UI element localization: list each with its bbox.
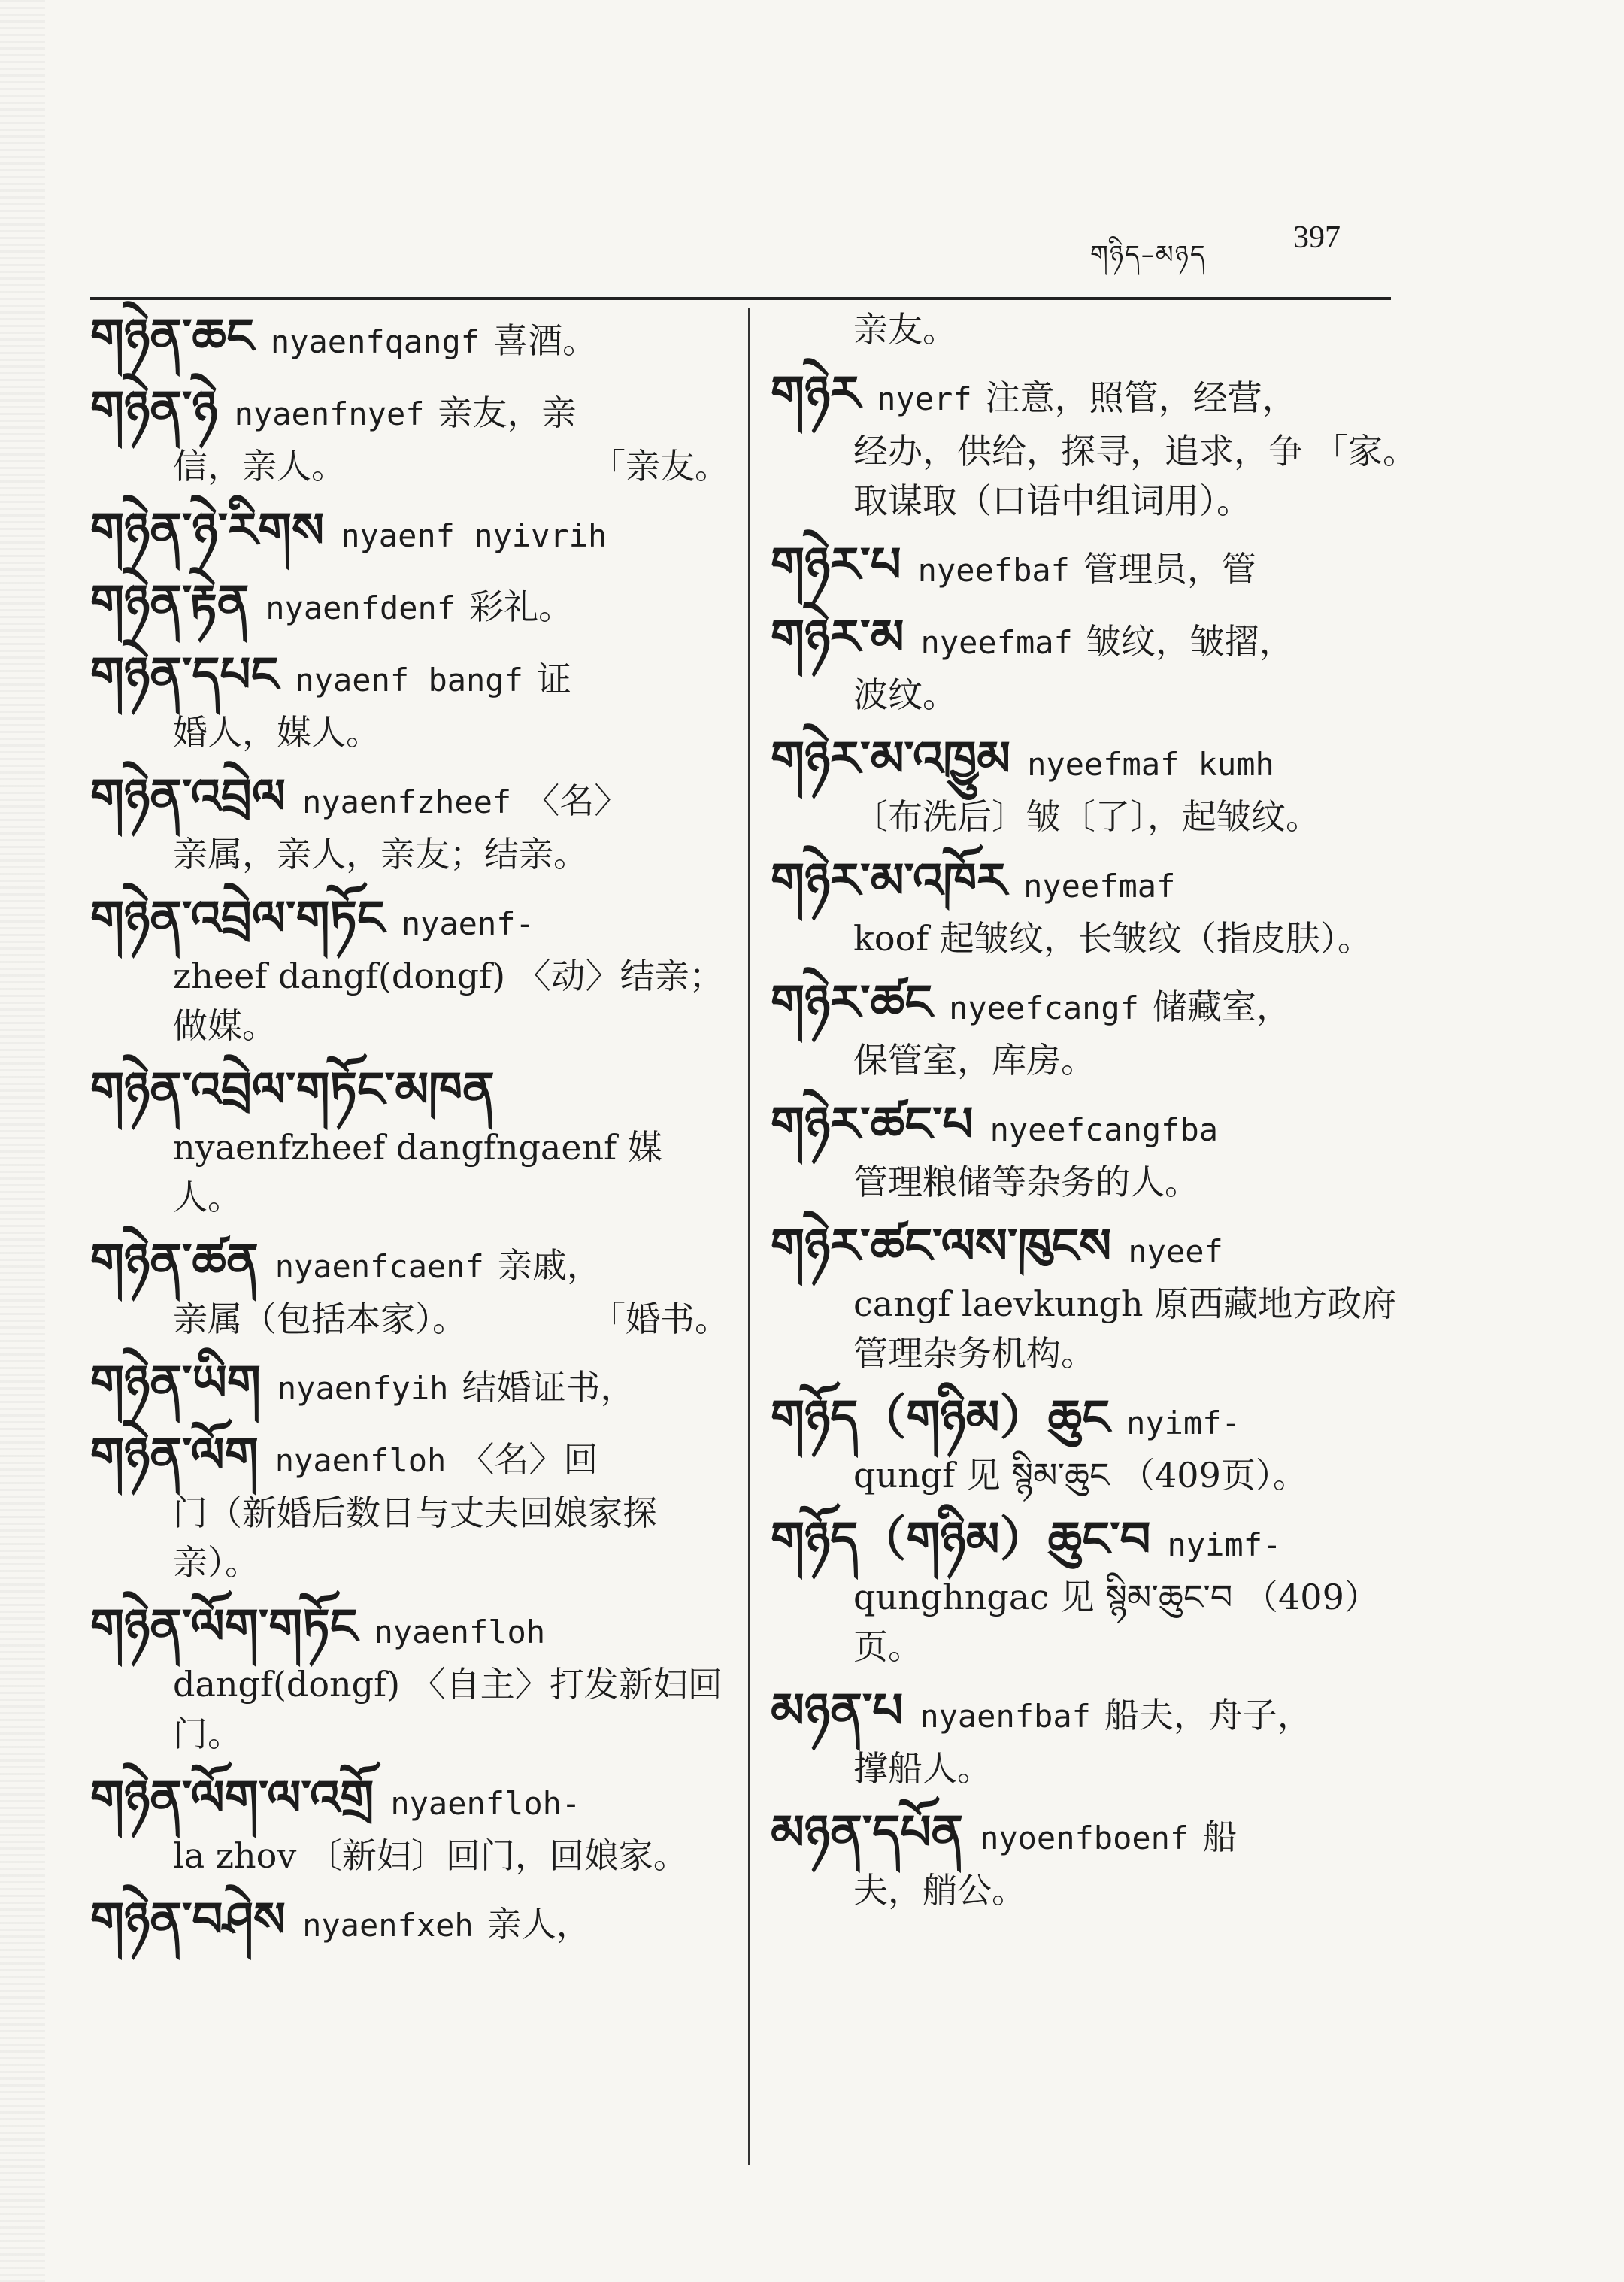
entry-headword: གཉེན་ལོག <box>90 1428 259 1483</box>
entry-romanization: nyaenfzheef <box>302 783 512 820</box>
entry-continuation <box>771 1157 1417 1207</box>
entry-gloss: 〈名〉回 <box>459 1439 598 1480</box>
entry-first-line <box>90 305 729 369</box>
entry-headword: གཉོད（གཉིམ）ཆུང <box>771 1390 1110 1446</box>
entry-definition: 撑船人。 <box>853 1748 992 1789</box>
entry-continuation <box>771 670 1417 720</box>
entry-romanization: nyimf- <box>1167 1526 1282 1563</box>
dictionary-entry <box>771 605 1417 720</box>
dictionary-entry <box>771 362 1417 526</box>
entry-first-line <box>90 765 729 829</box>
dictionary-entry <box>771 849 1417 963</box>
entry-gloss: 喜酒。 <box>493 320 598 361</box>
entry-headword: གཉེན་ཉེ་རིགས <box>90 503 325 559</box>
entry-definition: qungf 见 སྙིམ་ཆུང （409页）。 <box>853 1455 1307 1496</box>
entry-gloss: 亲戚， <box>497 1245 601 1286</box>
entry-first-line <box>90 377 729 441</box>
entry-definition: nyaenfzheef dangfngaenf 媒人。 <box>173 1127 662 1217</box>
entry-romanization: nyaenfxeh <box>302 1907 474 1944</box>
entry-headword: གཉེན་འབྲེལ་གཏོང་མཁན <box>90 1062 495 1118</box>
entry-first-line <box>771 971 1417 1035</box>
dictionary-entry <box>771 1093 1417 1207</box>
entry-headword: གཉེན་ཆང <box>90 309 254 365</box>
entry-first-line <box>90 499 729 563</box>
entry-side-note: 「家。 <box>1313 431 1417 471</box>
entry-gloss: 管理员，管 <box>1083 549 1256 589</box>
dictionary-entry <box>771 1801 1417 1915</box>
entry-continuation <box>771 1450 1417 1500</box>
entry-romanization: nyaenfloh <box>374 1614 546 1650</box>
entry-definition: 波纹。 <box>853 674 957 715</box>
entry-romanization: nyeefmaf <box>1023 868 1176 905</box>
entry-continuation <box>771 1279 1417 1378</box>
entry-headword: གཉེན་ཡིག <box>90 1356 261 1411</box>
entry-headword: གཉེན་འབྲེལ <box>90 769 286 825</box>
entry-gloss: 船 <box>1202 1817 1238 1857</box>
dictionary-entry <box>90 1766 729 1880</box>
entry-definition: 信，亲人。 <box>173 446 346 486</box>
entry-continuation <box>90 1488 729 1587</box>
entry-definition: 保管室，库房。 <box>853 1040 1095 1080</box>
entry-romanization: nyaenf- <box>401 905 535 942</box>
entry-romanization: nyaenfnyef <box>234 395 425 432</box>
entry-first-line <box>771 1214 1417 1279</box>
entry-romanization: nyaenfcaenf <box>274 1248 484 1285</box>
entry-headword: གཉེར་ཚང་པ <box>771 1097 974 1153</box>
page-number: 397 <box>1293 220 1341 255</box>
entry-romanization: nyaenfdenf <box>265 589 456 626</box>
entry-definition: zheef dangf(dongf) 〈动〉结亲；做媒。 <box>173 956 724 1046</box>
entry-continuation <box>90 708 729 757</box>
entry-headword: གཉེན་ཚན <box>90 1234 259 1289</box>
entry-romanization: nyeef <box>1128 1233 1223 1270</box>
entry-romanization: nyaenfloh <box>274 1442 447 1479</box>
entry-definition: 门（新婚后数日与丈夫回娘家探亲）。 <box>173 1493 657 1583</box>
entry-headword: གཉེར་ཚང <box>771 975 933 1031</box>
entry-romanization: nyaenfloh- <box>390 1785 581 1822</box>
entry-first-line <box>771 1679 1417 1744</box>
dictionary-entry <box>90 1595 729 1759</box>
entry-romanization: nyeefmaf <box>920 624 1073 661</box>
entry-headword: གཉེན་བཤེས <box>90 1893 286 1948</box>
dictionary-entry <box>90 1423 729 1587</box>
entry-gloss: 证 <box>536 659 571 699</box>
entry-definition: 亲属，亲人，亲友；结亲。 <box>173 834 588 874</box>
entry-continuation <box>90 1659 729 1759</box>
entry-definition: qunghngac 见 སྙིམ་ཆུང་བ （409）页。 <box>853 1577 1379 1667</box>
entry-headword: གཉེར་མ་འཁོར <box>771 853 1007 909</box>
entry-continuation <box>90 1123 729 1222</box>
entry-continuation <box>771 305 1417 354</box>
entry-first-line <box>771 1801 1417 1865</box>
entry-first-line <box>90 1595 729 1659</box>
dictionary-entry <box>771 1508 1417 1671</box>
dictionary-entry <box>90 1351 729 1416</box>
dictionary-entry <box>90 1888 729 1953</box>
entry-romanization: nyaenfqangf <box>270 323 480 360</box>
dictionary-entry <box>771 1214 1417 1378</box>
entry-definition: 亲友。 <box>853 309 957 350</box>
entry-romanization: nyeefmaf kumh <box>1027 746 1274 783</box>
entry-headword: གཉེར <box>771 366 861 422</box>
entry-gloss: 注意，照管，经营， <box>985 377 1297 418</box>
entry-romanization: nyaenf nyivrih <box>341 517 607 554</box>
entry-headword: མཉན་དཔོན <box>771 1805 964 1861</box>
entry-first-line <box>90 886 729 951</box>
entry-gloss: 储藏室， <box>1152 986 1291 1027</box>
entry-gloss: 结婚证书， <box>462 1367 635 1408</box>
entry-side-note: 「婚书。 <box>591 1299 729 1339</box>
entry-first-line <box>771 533 1417 598</box>
entry-continuation <box>771 1572 1417 1671</box>
entry-continuation <box>90 441 729 491</box>
entry-definition: 经办，供给，探寻，追求，争取谋取（口语中组词用）。 <box>853 431 1303 521</box>
entry-definition: 亲属（包括本家）。 <box>173 1299 467 1339</box>
dictionary-entry <box>771 727 1417 841</box>
entry-continuation <box>90 829 729 879</box>
entry-continuation <box>771 914 1417 963</box>
entry-headword: གཉེར་པ <box>771 538 901 593</box>
running-head: གཉིད–མཉད <box>1090 240 1207 270</box>
entry-first-line <box>90 1351 729 1416</box>
entry-first-line <box>771 849 1417 914</box>
entry-first-line <box>90 1766 729 1831</box>
entry-definition: dangf(dongf) 〈自主〉打发新妇回门。 <box>173 1664 723 1754</box>
entry-headword: གཉེན་ཉེ <box>90 381 218 437</box>
entry-headword: གཉེར་ཚང་ལས་ཁུངས <box>771 1219 1112 1274</box>
entry-gloss: 〈名〉 <box>525 780 629 821</box>
entry-continuation <box>771 426 1417 526</box>
entry-gloss: 亲人， <box>486 1904 591 1944</box>
entry-romanization: nyaenfbaf <box>920 1698 1091 1735</box>
entry-definition: 夫，艄公。 <box>853 1870 1026 1911</box>
entry-gloss: 船夫，舟子， <box>1104 1695 1312 1735</box>
entry-romanization: nyeefcangf <box>949 989 1139 1026</box>
entry-first-line <box>90 1888 729 1953</box>
dictionary-entry <box>90 765 729 879</box>
entry-headword: གཉེན་འབྲེལ་གཏོང <box>90 891 385 947</box>
header-rule <box>90 297 1391 300</box>
entry-romanization: nyeefcangfba <box>989 1111 1219 1148</box>
entry-first-line <box>771 1508 1417 1572</box>
entry-first-line <box>771 605 1417 670</box>
entry-side-note: 「亲友。 <box>591 446 729 486</box>
dictionary-entry <box>771 1386 1417 1500</box>
entry-headword: གཉེར་མ <box>771 610 904 665</box>
entry-first-line <box>90 1058 729 1123</box>
entry-continuation <box>771 792 1417 841</box>
entry-headword: གཉེན་རྟེན <box>90 575 250 631</box>
scan-edge-noise <box>0 0 45 2282</box>
entry-headword: གཉེན་ལོག་གཏོང <box>90 1599 358 1655</box>
entry-headword: གཉེན་དཔང <box>90 647 279 703</box>
dictionary-entry <box>771 971 1417 1085</box>
entry-definition: 〔布洗后〕皱〔了〕，起皱纹。 <box>853 796 1320 837</box>
entry-first-line <box>771 362 1417 426</box>
entry-definition: 管理粮储等杂务的人。 <box>853 1162 1199 1202</box>
entry-first-line <box>771 727 1417 792</box>
entry-continuation <box>771 1865 1417 1915</box>
right-column <box>771 305 1417 1923</box>
entry-definition: cangf laevkungh 原西藏地方政府管理杂务机构。 <box>853 1283 1397 1374</box>
entry-gloss: 皱纹，皱摺， <box>1086 621 1294 662</box>
page-header <box>90 218 1391 301</box>
entry-continuation <box>90 1294 729 1344</box>
entry-first-line <box>771 1386 1417 1450</box>
left-column <box>90 305 729 1960</box>
dictionary-entry <box>771 1679 1417 1793</box>
entry-first-line <box>90 643 729 708</box>
entry-headword: གཉེར་མ་འཁྱུམ <box>771 732 1011 787</box>
entry-first-line <box>90 571 729 635</box>
entry-definition: 婚人，媒人。 <box>173 712 380 753</box>
dictionary-entry <box>90 886 729 1050</box>
dictionary-entry <box>90 305 729 369</box>
entry-first-line <box>90 1423 729 1488</box>
entry-romanization: nyaenf bangf <box>295 662 523 699</box>
entry-romanization: nyerf <box>877 380 972 417</box>
entry-continuation <box>90 951 729 1050</box>
dictionary-entry <box>90 643 729 757</box>
entry-first-line <box>771 1093 1417 1157</box>
entry-gloss: 彩礼。 <box>469 586 574 627</box>
dictionary-entry <box>90 1229 729 1344</box>
entry-continuation <box>771 1035 1417 1085</box>
entry-romanization: nyaenfyih <box>277 1370 449 1407</box>
dictionary-entry <box>90 1058 729 1222</box>
dictionary-entry <box>90 377 729 491</box>
entry-continuation <box>771 1744 1417 1793</box>
entry-definition: la zhov 〔新妇〕回门，回娘家。 <box>173 1835 688 1876</box>
entry-romanization: nyimf- <box>1126 1405 1241 1441</box>
entry-continuation <box>90 1831 729 1880</box>
dictionary-entry <box>90 571 729 635</box>
entry-headword: མཉན་པ <box>771 1683 904 1739</box>
entry-gloss: 亲友，亲 <box>438 392 577 433</box>
entry-definition: koof 起皱纹，长皱纹（指皮肤）。 <box>853 918 1372 959</box>
entry-headword: གཉེན་ལོག་ལ་འགྲོ <box>90 1771 374 1826</box>
entry-headword: གཉོད（གཉིམ）ཆུང་བ <box>771 1512 1151 1568</box>
dictionary-entry <box>90 499 729 563</box>
dictionary-entry <box>771 305 1417 354</box>
column-divider <box>748 308 750 2165</box>
entry-romanization: nyeefbaf <box>917 552 1070 589</box>
entry-first-line <box>90 1229 729 1294</box>
dictionary-entry <box>771 533 1417 598</box>
entry-romanization: nyoenfboenf <box>980 1820 1189 1856</box>
